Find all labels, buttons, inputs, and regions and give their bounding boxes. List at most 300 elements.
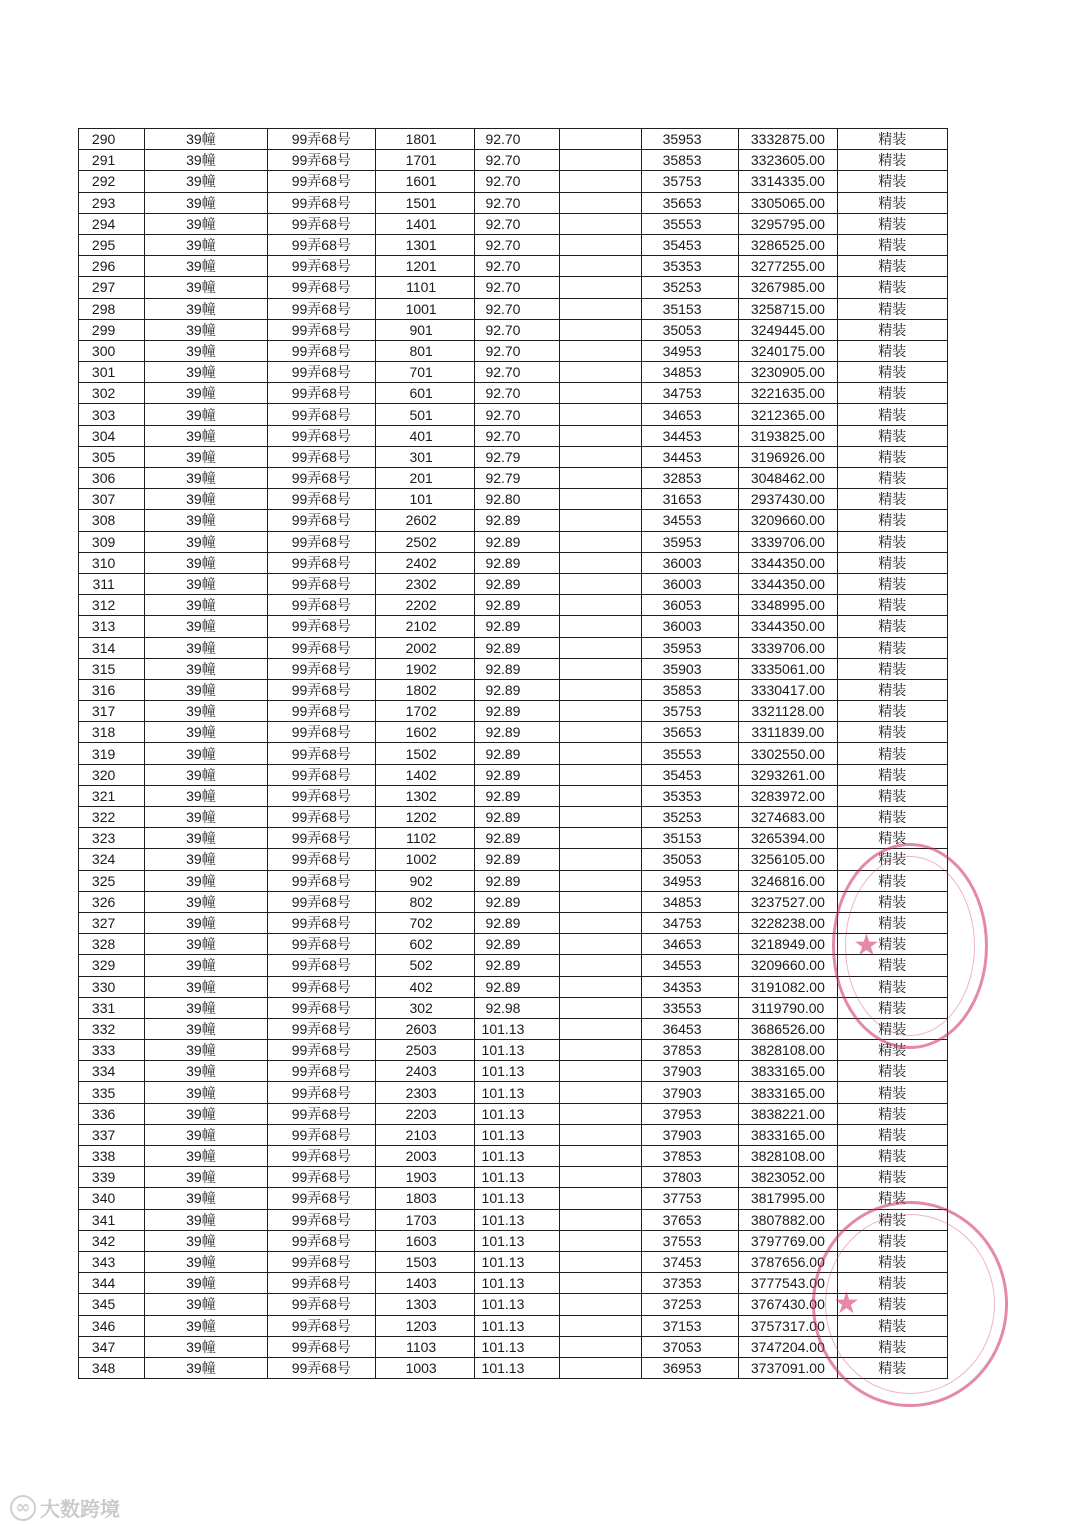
lane-number-cell: 99弄68号 xyxy=(267,849,375,870)
decoration-cell: 精装 xyxy=(837,658,947,679)
table-row xyxy=(79,552,948,573)
lane-number-cell: 99弄68号 xyxy=(267,446,375,467)
blank-cell xyxy=(559,595,641,616)
unit-price-cell: 35353 xyxy=(641,785,738,806)
unit-price-cell: 37903 xyxy=(641,1061,738,1082)
seq-cell: 299 xyxy=(79,319,145,340)
blank-cell xyxy=(559,807,641,828)
total-price-cell: 3209660.00 xyxy=(739,510,837,531)
unit-price-cell: 35353 xyxy=(641,256,738,277)
building-cell: 39幢 xyxy=(145,849,267,870)
table-row xyxy=(79,849,948,870)
unit-price-cell: 35953 xyxy=(641,531,738,552)
room-cell: 1802 xyxy=(376,679,475,700)
room-cell: 1903 xyxy=(376,1167,475,1188)
area-cell: 92.89 xyxy=(475,807,559,828)
seq-cell: 317 xyxy=(79,701,145,722)
seq-cell: 312 xyxy=(79,595,145,616)
decoration-cell: 精装 xyxy=(837,552,947,573)
room-cell: 2503 xyxy=(376,1040,475,1061)
blank-cell xyxy=(559,1082,641,1103)
building-cell: 39幢 xyxy=(145,573,267,594)
room-cell: 1002 xyxy=(376,849,475,870)
lane-number-cell: 99弄68号 xyxy=(267,1103,375,1124)
lane-number-cell: 99弄68号 xyxy=(267,891,375,912)
unit-price-cell: 34653 xyxy=(641,404,738,425)
decoration-cell: 精装 xyxy=(837,997,947,1018)
room-cell: 1403 xyxy=(376,1273,475,1294)
blank-cell xyxy=(559,171,641,192)
total-price-cell: 3256105.00 xyxy=(739,849,837,870)
total-price-cell: 3807882.00 xyxy=(739,1209,837,1230)
decoration-cell: 精装 xyxy=(837,1167,947,1188)
building-cell: 39幢 xyxy=(145,912,267,933)
decoration-cell: 精装 xyxy=(837,404,947,425)
decoration-cell: 精装 xyxy=(837,1357,947,1378)
table-row xyxy=(79,150,948,171)
seal-star-icon: ★ xyxy=(853,928,880,963)
total-price-cell: 3277255.00 xyxy=(739,256,837,277)
table-row xyxy=(79,1146,948,1167)
decoration-cell: 精装 xyxy=(837,1103,947,1124)
price-list-table xyxy=(78,128,948,1379)
unit-price-cell: 37903 xyxy=(641,1124,738,1145)
room-cell: 602 xyxy=(376,934,475,955)
blank-cell xyxy=(559,616,641,637)
building-cell: 39幢 xyxy=(145,616,267,637)
room-cell: 2102 xyxy=(376,616,475,637)
blank-cell xyxy=(559,679,641,700)
room-cell: 1301 xyxy=(376,234,475,255)
building-cell: 39幢 xyxy=(145,976,267,997)
seq-cell: 298 xyxy=(79,298,145,319)
decoration-cell: 精装 xyxy=(837,870,947,891)
decoration-cell: 精装 xyxy=(837,531,947,552)
room-cell: 302 xyxy=(376,997,475,1018)
building-cell: 39幢 xyxy=(145,997,267,1018)
unit-price-cell: 35753 xyxy=(641,171,738,192)
blank-cell xyxy=(559,489,641,510)
building-cell: 39幢 xyxy=(145,679,267,700)
seq-cell: 330 xyxy=(79,976,145,997)
seq-cell: 333 xyxy=(79,1040,145,1061)
room-cell: 1702 xyxy=(376,701,475,722)
seq-cell: 294 xyxy=(79,213,145,234)
table-row xyxy=(79,362,948,383)
area-cell: 92.70 xyxy=(475,129,559,150)
lane-number-cell: 99弄68号 xyxy=(267,1167,375,1188)
building-cell: 39幢 xyxy=(145,171,267,192)
watermark-text: 大数跨境 xyxy=(40,1497,120,1521)
table-row xyxy=(79,1082,948,1103)
total-price-cell: 3193825.00 xyxy=(739,425,837,446)
room-cell: 1401 xyxy=(376,213,475,234)
table-row xyxy=(79,1294,948,1315)
blank-cell xyxy=(559,870,641,891)
decoration-cell: 精装 xyxy=(837,1294,947,1315)
area-cell: 92.89 xyxy=(475,764,559,785)
room-cell: 2402 xyxy=(376,552,475,573)
building-cell: 39幢 xyxy=(145,743,267,764)
area-cell: 92.89 xyxy=(475,552,559,573)
blank-cell xyxy=(559,891,641,912)
table-row xyxy=(79,870,948,891)
lane-number-cell: 99弄68号 xyxy=(267,213,375,234)
building-cell: 39幢 xyxy=(145,129,267,150)
lane-number-cell: 99弄68号 xyxy=(267,701,375,722)
lane-number-cell: 99弄68号 xyxy=(267,1018,375,1039)
blank-cell xyxy=(559,383,641,404)
watermark xyxy=(10,1493,120,1522)
decoration-cell: 精装 xyxy=(837,573,947,594)
blank-cell xyxy=(559,849,641,870)
blank-cell xyxy=(559,976,641,997)
unit-price-cell: 36453 xyxy=(641,1018,738,1039)
room-cell: 1902 xyxy=(376,658,475,679)
area-cell: 92.89 xyxy=(475,616,559,637)
blank-cell xyxy=(559,192,641,213)
unit-price-cell: 35053 xyxy=(641,849,738,870)
total-price-cell: 3267985.00 xyxy=(739,277,837,298)
blank-cell xyxy=(559,1040,641,1061)
room-cell: 1402 xyxy=(376,764,475,785)
total-price-cell: 3757317.00 xyxy=(739,1315,837,1336)
building-cell: 39幢 xyxy=(145,891,267,912)
table-row xyxy=(79,934,948,955)
seq-cell: 307 xyxy=(79,489,145,510)
seq-cell: 316 xyxy=(79,679,145,700)
lane-number-cell: 99弄68号 xyxy=(267,912,375,933)
decoration-cell: 精装 xyxy=(837,362,947,383)
table-row xyxy=(79,510,948,531)
unit-price-cell: 36003 xyxy=(641,573,738,594)
blank-cell xyxy=(559,150,641,171)
total-price-cell: 3302550.00 xyxy=(739,743,837,764)
blank-cell xyxy=(559,213,641,234)
unit-price-cell: 37653 xyxy=(641,1209,738,1230)
seq-cell: 326 xyxy=(79,891,145,912)
lane-number-cell: 99弄68号 xyxy=(267,340,375,361)
blank-cell xyxy=(559,658,641,679)
area-cell: 92.89 xyxy=(475,531,559,552)
area-cell: 92.70 xyxy=(475,150,559,171)
room-cell: 802 xyxy=(376,891,475,912)
lane-number-cell: 99弄68号 xyxy=(267,997,375,1018)
room-cell: 801 xyxy=(376,340,475,361)
unit-price-cell: 35753 xyxy=(641,701,738,722)
blank-cell xyxy=(559,1230,641,1251)
table-row xyxy=(79,785,948,806)
room-cell: 901 xyxy=(376,319,475,340)
total-price-cell: 3048462.00 xyxy=(739,468,837,489)
unit-price-cell: 34853 xyxy=(641,362,738,383)
unit-price-cell: 34553 xyxy=(641,955,738,976)
lane-number-cell: 99弄68号 xyxy=(267,807,375,828)
area-cell: 101.13 xyxy=(475,1124,559,1145)
room-cell: 2602 xyxy=(376,510,475,531)
area-cell: 92.89 xyxy=(475,658,559,679)
room-cell: 2202 xyxy=(376,595,475,616)
building-cell: 39幢 xyxy=(145,489,267,510)
blank-cell xyxy=(559,1273,641,1294)
decoration-cell: 精装 xyxy=(837,1146,947,1167)
total-price-cell: 3230905.00 xyxy=(739,362,837,383)
logo-bubble-icon: ∞ xyxy=(10,1495,36,1521)
lane-number-cell: 99弄68号 xyxy=(267,1124,375,1145)
table-row xyxy=(79,383,948,404)
unit-price-cell: 35853 xyxy=(641,679,738,700)
building-cell: 39幢 xyxy=(145,510,267,531)
decoration-cell: 精装 xyxy=(837,764,947,785)
table-row xyxy=(79,595,948,616)
seq-cell: 306 xyxy=(79,468,145,489)
seq-cell: 319 xyxy=(79,743,145,764)
lane-number-cell: 99弄68号 xyxy=(267,298,375,319)
decoration-cell: 精装 xyxy=(837,934,947,955)
seq-cell: 292 xyxy=(79,171,145,192)
decoration-cell: 精装 xyxy=(837,743,947,764)
building-cell: 39幢 xyxy=(145,213,267,234)
table-row xyxy=(79,234,948,255)
area-cell: 92.79 xyxy=(475,468,559,489)
lane-number-cell: 99弄68号 xyxy=(267,489,375,510)
total-price-cell: 3797769.00 xyxy=(739,1230,837,1251)
area-cell: 92.89 xyxy=(475,701,559,722)
seq-cell: 336 xyxy=(79,1103,145,1124)
seq-cell: 331 xyxy=(79,997,145,1018)
total-price-cell: 3258715.00 xyxy=(739,298,837,319)
lane-number-cell: 99弄68号 xyxy=(267,616,375,637)
table-row xyxy=(79,171,948,192)
blank-cell xyxy=(559,256,641,277)
building-cell: 39幢 xyxy=(145,807,267,828)
blank-cell xyxy=(559,446,641,467)
seq-cell: 314 xyxy=(79,637,145,658)
blank-cell xyxy=(559,1357,641,1378)
decoration-cell: 精装 xyxy=(837,425,947,446)
room-cell: 1502 xyxy=(376,743,475,764)
table-row xyxy=(79,976,948,997)
seq-cell: 324 xyxy=(79,849,145,870)
lane-number-cell: 99弄68号 xyxy=(267,1251,375,1272)
room-cell: 2403 xyxy=(376,1061,475,1082)
unit-price-cell: 35153 xyxy=(641,828,738,849)
seq-cell: 293 xyxy=(79,192,145,213)
total-price-cell: 3295795.00 xyxy=(739,213,837,234)
total-price-cell: 3828108.00 xyxy=(739,1040,837,1061)
area-cell: 101.13 xyxy=(475,1336,559,1357)
area-cell: 92.89 xyxy=(475,679,559,700)
building-cell: 39幢 xyxy=(145,1018,267,1039)
total-price-cell: 3817995.00 xyxy=(739,1188,837,1209)
table-row xyxy=(79,1188,948,1209)
unit-price-cell: 35953 xyxy=(641,129,738,150)
total-price-cell: 3286525.00 xyxy=(739,234,837,255)
unit-price-cell: 37853 xyxy=(641,1040,738,1061)
room-cell: 902 xyxy=(376,870,475,891)
unit-price-cell: 33553 xyxy=(641,997,738,1018)
decoration-cell: 精装 xyxy=(837,1230,947,1251)
decoration-cell: 精装 xyxy=(837,298,947,319)
area-cell: 92.70 xyxy=(475,234,559,255)
building-cell: 39幢 xyxy=(145,446,267,467)
total-price-cell: 3246816.00 xyxy=(739,870,837,891)
total-price-cell: 3747204.00 xyxy=(739,1336,837,1357)
area-cell: 101.13 xyxy=(475,1315,559,1336)
table-row xyxy=(79,912,948,933)
room-cell: 1803 xyxy=(376,1188,475,1209)
total-price-cell: 3311839.00 xyxy=(739,722,837,743)
building-cell: 39幢 xyxy=(145,595,267,616)
total-price-cell: 2937430.00 xyxy=(739,489,837,510)
decoration-cell: 精装 xyxy=(837,976,947,997)
blank-cell xyxy=(559,1251,641,1272)
unit-price-cell: 34753 xyxy=(641,912,738,933)
blank-cell xyxy=(559,340,641,361)
decoration-cell: 精装 xyxy=(837,595,947,616)
price-list-body xyxy=(79,129,948,1379)
seq-cell: 300 xyxy=(79,340,145,361)
building-cell: 39幢 xyxy=(145,1209,267,1230)
seq-cell: 321 xyxy=(79,785,145,806)
seq-cell: 332 xyxy=(79,1018,145,1039)
table-row xyxy=(79,1040,948,1061)
decoration-cell: 精装 xyxy=(837,340,947,361)
table-row xyxy=(79,679,948,700)
area-cell: 92.89 xyxy=(475,573,559,594)
total-price-cell: 3221635.00 xyxy=(739,383,837,404)
area-cell: 101.13 xyxy=(475,1040,559,1061)
seq-cell: 296 xyxy=(79,256,145,277)
building-cell: 39幢 xyxy=(145,1146,267,1167)
lane-number-cell: 99弄68号 xyxy=(267,552,375,573)
area-cell: 92.89 xyxy=(475,870,559,891)
seq-cell: 343 xyxy=(79,1251,145,1272)
lane-number-cell: 99弄68号 xyxy=(267,510,375,531)
building-cell: 39幢 xyxy=(145,234,267,255)
area-cell: 92.70 xyxy=(475,192,559,213)
building-cell: 39幢 xyxy=(145,955,267,976)
table-row xyxy=(79,256,948,277)
room-cell: 402 xyxy=(376,976,475,997)
room-cell: 2302 xyxy=(376,573,475,594)
area-cell: 101.13 xyxy=(475,1146,559,1167)
blank-cell xyxy=(559,934,641,955)
blank-cell xyxy=(559,997,641,1018)
table-row xyxy=(79,1230,948,1251)
lane-number-cell: 99弄68号 xyxy=(267,383,375,404)
blank-cell xyxy=(559,1103,641,1124)
decoration-cell: 精装 xyxy=(837,1018,947,1039)
blank-cell xyxy=(559,1209,641,1230)
building-cell: 39幢 xyxy=(145,362,267,383)
total-price-cell: 3335061.00 xyxy=(739,658,837,679)
seq-cell: 335 xyxy=(79,1082,145,1103)
blank-cell xyxy=(559,319,641,340)
table-row xyxy=(79,955,948,976)
seq-cell: 309 xyxy=(79,531,145,552)
decoration-cell: 精装 xyxy=(837,213,947,234)
unit-price-cell: 34453 xyxy=(641,425,738,446)
total-price-cell: 3686526.00 xyxy=(739,1018,837,1039)
total-price-cell: 3228238.00 xyxy=(739,912,837,933)
decoration-cell: 精装 xyxy=(837,468,947,489)
seq-cell: 347 xyxy=(79,1336,145,1357)
table-row xyxy=(79,1251,948,1272)
blank-cell xyxy=(559,1336,641,1357)
building-cell: 39幢 xyxy=(145,785,267,806)
area-cell: 92.89 xyxy=(475,849,559,870)
room-cell: 2502 xyxy=(376,531,475,552)
area-cell: 92.89 xyxy=(475,595,559,616)
decoration-cell: 精装 xyxy=(837,722,947,743)
blank-cell xyxy=(559,955,641,976)
room-cell: 201 xyxy=(376,468,475,489)
decoration-cell: 精装 xyxy=(837,319,947,340)
total-price-cell: 3332875.00 xyxy=(739,129,837,150)
area-cell: 92.89 xyxy=(475,891,559,912)
room-cell: 1303 xyxy=(376,1294,475,1315)
room-cell: 1801 xyxy=(376,129,475,150)
table-row xyxy=(79,319,948,340)
unit-price-cell: 35053 xyxy=(641,319,738,340)
total-price-cell: 3344350.00 xyxy=(739,552,837,573)
decoration-cell: 精装 xyxy=(837,1188,947,1209)
seq-cell: 320 xyxy=(79,764,145,785)
blank-cell xyxy=(559,722,641,743)
blank-cell xyxy=(559,468,641,489)
area-cell: 92.70 xyxy=(475,213,559,234)
building-cell: 39幢 xyxy=(145,1188,267,1209)
lane-number-cell: 99弄68号 xyxy=(267,256,375,277)
area-cell: 92.70 xyxy=(475,383,559,404)
table-row xyxy=(79,1061,948,1082)
decoration-cell: 精装 xyxy=(837,1336,947,1357)
unit-price-cell: 35553 xyxy=(641,743,738,764)
blank-cell xyxy=(559,404,641,425)
room-cell: 2002 xyxy=(376,637,475,658)
building-cell: 39幢 xyxy=(145,192,267,213)
blank-cell xyxy=(559,277,641,298)
room-cell: 1103 xyxy=(376,1336,475,1357)
seq-cell: 318 xyxy=(79,722,145,743)
room-cell: 1201 xyxy=(376,256,475,277)
blank-cell xyxy=(559,785,641,806)
room-cell: 301 xyxy=(376,446,475,467)
area-cell: 92.89 xyxy=(475,912,559,933)
room-cell: 2203 xyxy=(376,1103,475,1124)
unit-price-cell: 34853 xyxy=(641,891,738,912)
total-price-cell: 3737091.00 xyxy=(739,1357,837,1378)
unit-price-cell: 37353 xyxy=(641,1273,738,1294)
area-cell: 92.70 xyxy=(475,340,559,361)
table-row xyxy=(79,1315,948,1336)
decoration-cell: 精装 xyxy=(837,1061,947,1082)
decoration-cell: 精装 xyxy=(837,256,947,277)
seq-cell: 329 xyxy=(79,955,145,976)
blank-cell xyxy=(559,425,641,446)
unit-price-cell: 35653 xyxy=(641,722,738,743)
decoration-cell: 精装 xyxy=(837,489,947,510)
building-cell: 39幢 xyxy=(145,637,267,658)
total-price-cell: 3833165.00 xyxy=(739,1124,837,1145)
area-cell: 101.13 xyxy=(475,1230,559,1251)
seq-cell: 346 xyxy=(79,1315,145,1336)
blank-cell xyxy=(559,1061,641,1082)
unit-price-cell: 35253 xyxy=(641,807,738,828)
seq-cell: 322 xyxy=(79,807,145,828)
room-cell: 1603 xyxy=(376,1230,475,1251)
